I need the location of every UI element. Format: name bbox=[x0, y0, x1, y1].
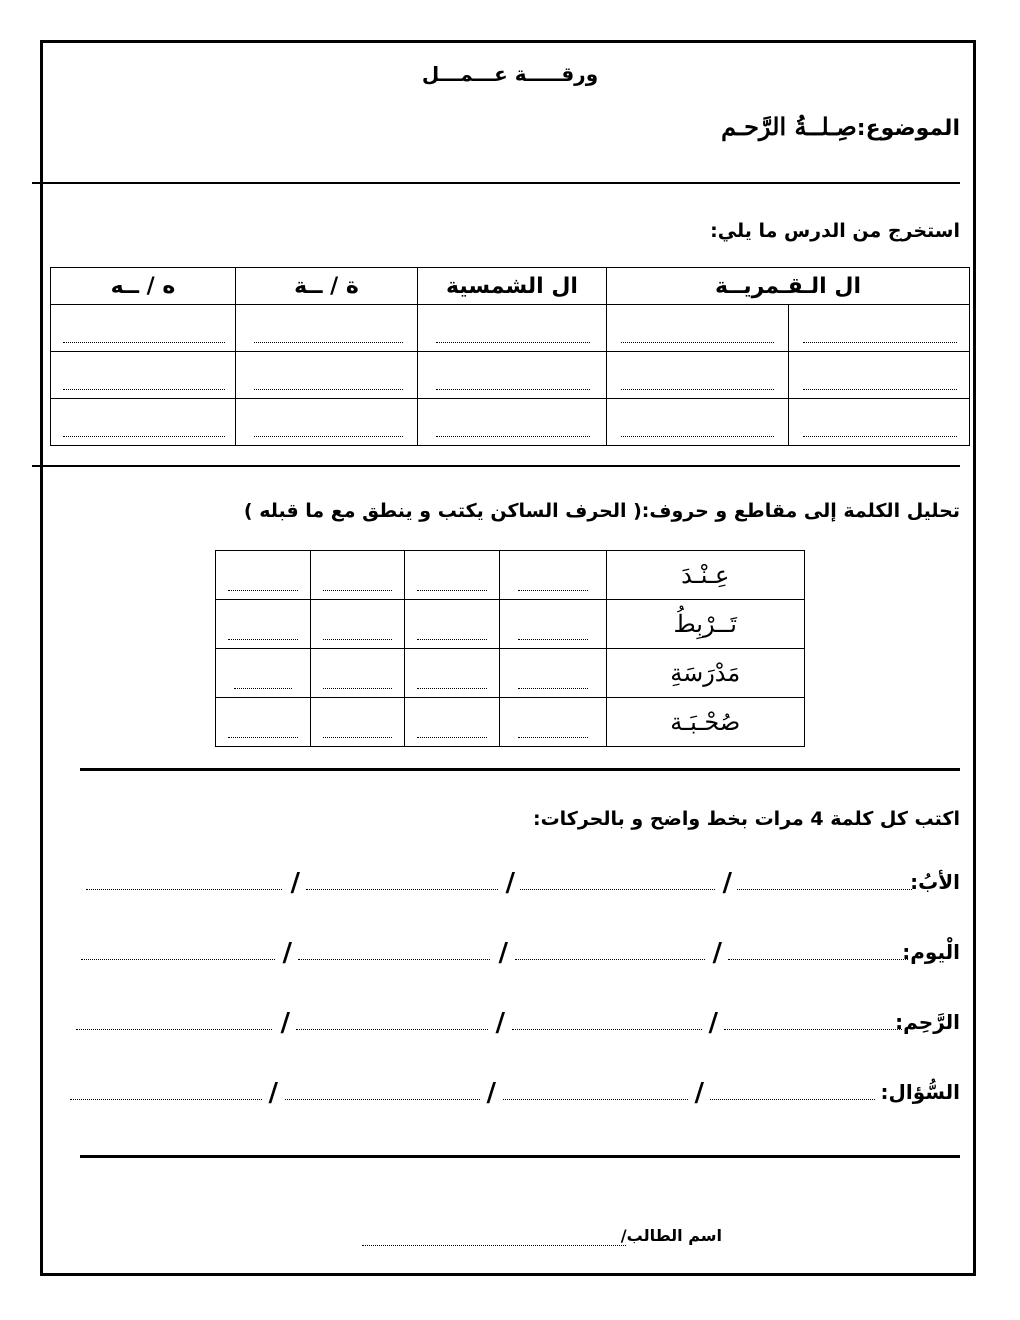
write-row bbox=[70, 858, 960, 898]
write-blank[interactable] bbox=[503, 1099, 688, 1100]
table-row bbox=[216, 600, 805, 649]
write-blank[interactable] bbox=[512, 1029, 702, 1030]
write-blank[interactable] bbox=[520, 889, 715, 890]
slash-separator: / bbox=[505, 868, 515, 898]
write-blank[interactable] bbox=[737, 889, 912, 890]
write-blank[interactable] bbox=[724, 1029, 902, 1030]
answer-cell[interactable] bbox=[310, 698, 405, 747]
write-blank[interactable] bbox=[515, 959, 705, 960]
subject-label: الموضوع: bbox=[856, 116, 960, 141]
answer-cell[interactable] bbox=[310, 600, 405, 649]
slash-separator: / bbox=[282, 938, 292, 968]
word-cell: مَدْرَسَةِ bbox=[606, 649, 805, 698]
table-row bbox=[51, 305, 970, 352]
word-label: الأبُ: bbox=[910, 870, 960, 894]
table-row bbox=[216, 649, 805, 698]
answer-cell[interactable] bbox=[236, 352, 418, 399]
answer-cell[interactable] bbox=[405, 551, 500, 600]
answer-cell[interactable] bbox=[405, 649, 500, 698]
answer-cell[interactable] bbox=[216, 551, 311, 600]
word-cell: صُحْـبَـة bbox=[606, 698, 805, 747]
word-label: السُّؤال: bbox=[880, 1080, 960, 1104]
write-blank[interactable] bbox=[70, 1099, 262, 1100]
slash-separator: / bbox=[495, 1008, 505, 1038]
divider bbox=[80, 1155, 960, 1158]
slash-separator: / bbox=[280, 1008, 290, 1038]
answer-cell[interactable] bbox=[607, 352, 789, 399]
student-name-blank[interactable] bbox=[362, 1245, 626, 1246]
slash-separator: / bbox=[268, 1078, 278, 1108]
answer-cell[interactable] bbox=[405, 600, 500, 649]
write-row bbox=[70, 928, 960, 968]
column-header-qamari: ال الـقـمريــة bbox=[607, 268, 970, 305]
answer-cell[interactable] bbox=[499, 600, 606, 649]
word-label: الرَّحِم: bbox=[895, 1010, 960, 1034]
column-header-haa: ه / ــه bbox=[51, 268, 236, 305]
slash-separator: / bbox=[498, 938, 508, 968]
write-blank[interactable] bbox=[86, 889, 282, 890]
answer-cell[interactable] bbox=[216, 698, 311, 747]
answer-cell[interactable] bbox=[499, 698, 606, 747]
answer-cell[interactable] bbox=[51, 352, 236, 399]
divider bbox=[32, 465, 960, 467]
page-title: ورقـــــة عـــمـــل bbox=[421, 62, 599, 86]
table-row bbox=[216, 551, 805, 600]
table-row bbox=[51, 399, 970, 446]
answer-cell[interactable] bbox=[418, 352, 607, 399]
write-blank[interactable] bbox=[285, 1099, 480, 1100]
write-blank[interactable] bbox=[81, 959, 275, 960]
answer-cell[interactable] bbox=[51, 399, 236, 446]
answer-cell[interactable] bbox=[216, 649, 311, 698]
table-row bbox=[216, 698, 805, 747]
section3-instruction: اكتب كل كلمة 4 مرات بخط واضح و بالحركات: bbox=[532, 808, 960, 830]
write-row bbox=[70, 998, 960, 1038]
slash-separator: / bbox=[722, 868, 732, 898]
answer-cell[interactable] bbox=[418, 305, 607, 352]
student-name-label: اسم الطالب/ bbox=[620, 1226, 722, 1245]
answer-cell[interactable] bbox=[499, 551, 606, 600]
divider bbox=[32, 182, 960, 184]
word-cell: تَــرْبِطُ bbox=[606, 600, 805, 649]
slash-separator: / bbox=[708, 1008, 718, 1038]
answer-cell[interactable] bbox=[788, 352, 969, 399]
word-label: الْيوم: bbox=[902, 940, 960, 964]
write-blank[interactable] bbox=[296, 1029, 488, 1030]
write-row bbox=[70, 1068, 960, 1108]
write-blank[interactable] bbox=[298, 959, 490, 960]
slash-separator: / bbox=[712, 938, 722, 968]
slash-separator: / bbox=[486, 1078, 496, 1108]
answer-cell[interactable] bbox=[310, 551, 405, 600]
answer-cell[interactable] bbox=[418, 399, 607, 446]
answer-cell[interactable] bbox=[788, 305, 969, 352]
answer-cell[interactable] bbox=[310, 649, 405, 698]
write-blank[interactable] bbox=[76, 1029, 272, 1030]
answer-cell[interactable] bbox=[607, 399, 789, 446]
table-row bbox=[51, 352, 970, 399]
answer-cell[interactable] bbox=[499, 649, 606, 698]
answer-cell[interactable] bbox=[51, 305, 236, 352]
divider bbox=[80, 768, 960, 771]
slash-separator: / bbox=[290, 868, 300, 898]
word-cell: عِـنْـدَ bbox=[606, 551, 805, 600]
answer-cell[interactable] bbox=[405, 698, 500, 747]
answer-cell[interactable] bbox=[216, 600, 311, 649]
subject-line bbox=[721, 112, 960, 141]
answer-cell[interactable] bbox=[788, 399, 969, 446]
write-blank[interactable] bbox=[728, 959, 908, 960]
write-blank[interactable] bbox=[306, 889, 498, 890]
answer-cell[interactable] bbox=[236, 399, 418, 446]
column-header-taa: ة / ــة bbox=[236, 268, 418, 305]
section2-instruction: تحليل الكلمة إلى مقاطع و حروف:( الحرف الساكن يكتب و ينطق مع ما قبله ) bbox=[243, 500, 960, 522]
answer-cell[interactable] bbox=[236, 305, 418, 352]
section1-instruction: استخرج من الدرس ما يلي: bbox=[710, 220, 960, 242]
slash-separator: / bbox=[694, 1078, 704, 1108]
answer-cell[interactable] bbox=[607, 305, 789, 352]
extraction-table bbox=[50, 267, 970, 446]
subject-value: صِـلــةُ الرَّحـم bbox=[721, 112, 857, 141]
syllable-table bbox=[215, 550, 805, 747]
column-header-shamsi: ال الشمسية bbox=[418, 268, 607, 305]
write-blank[interactable] bbox=[710, 1099, 875, 1100]
